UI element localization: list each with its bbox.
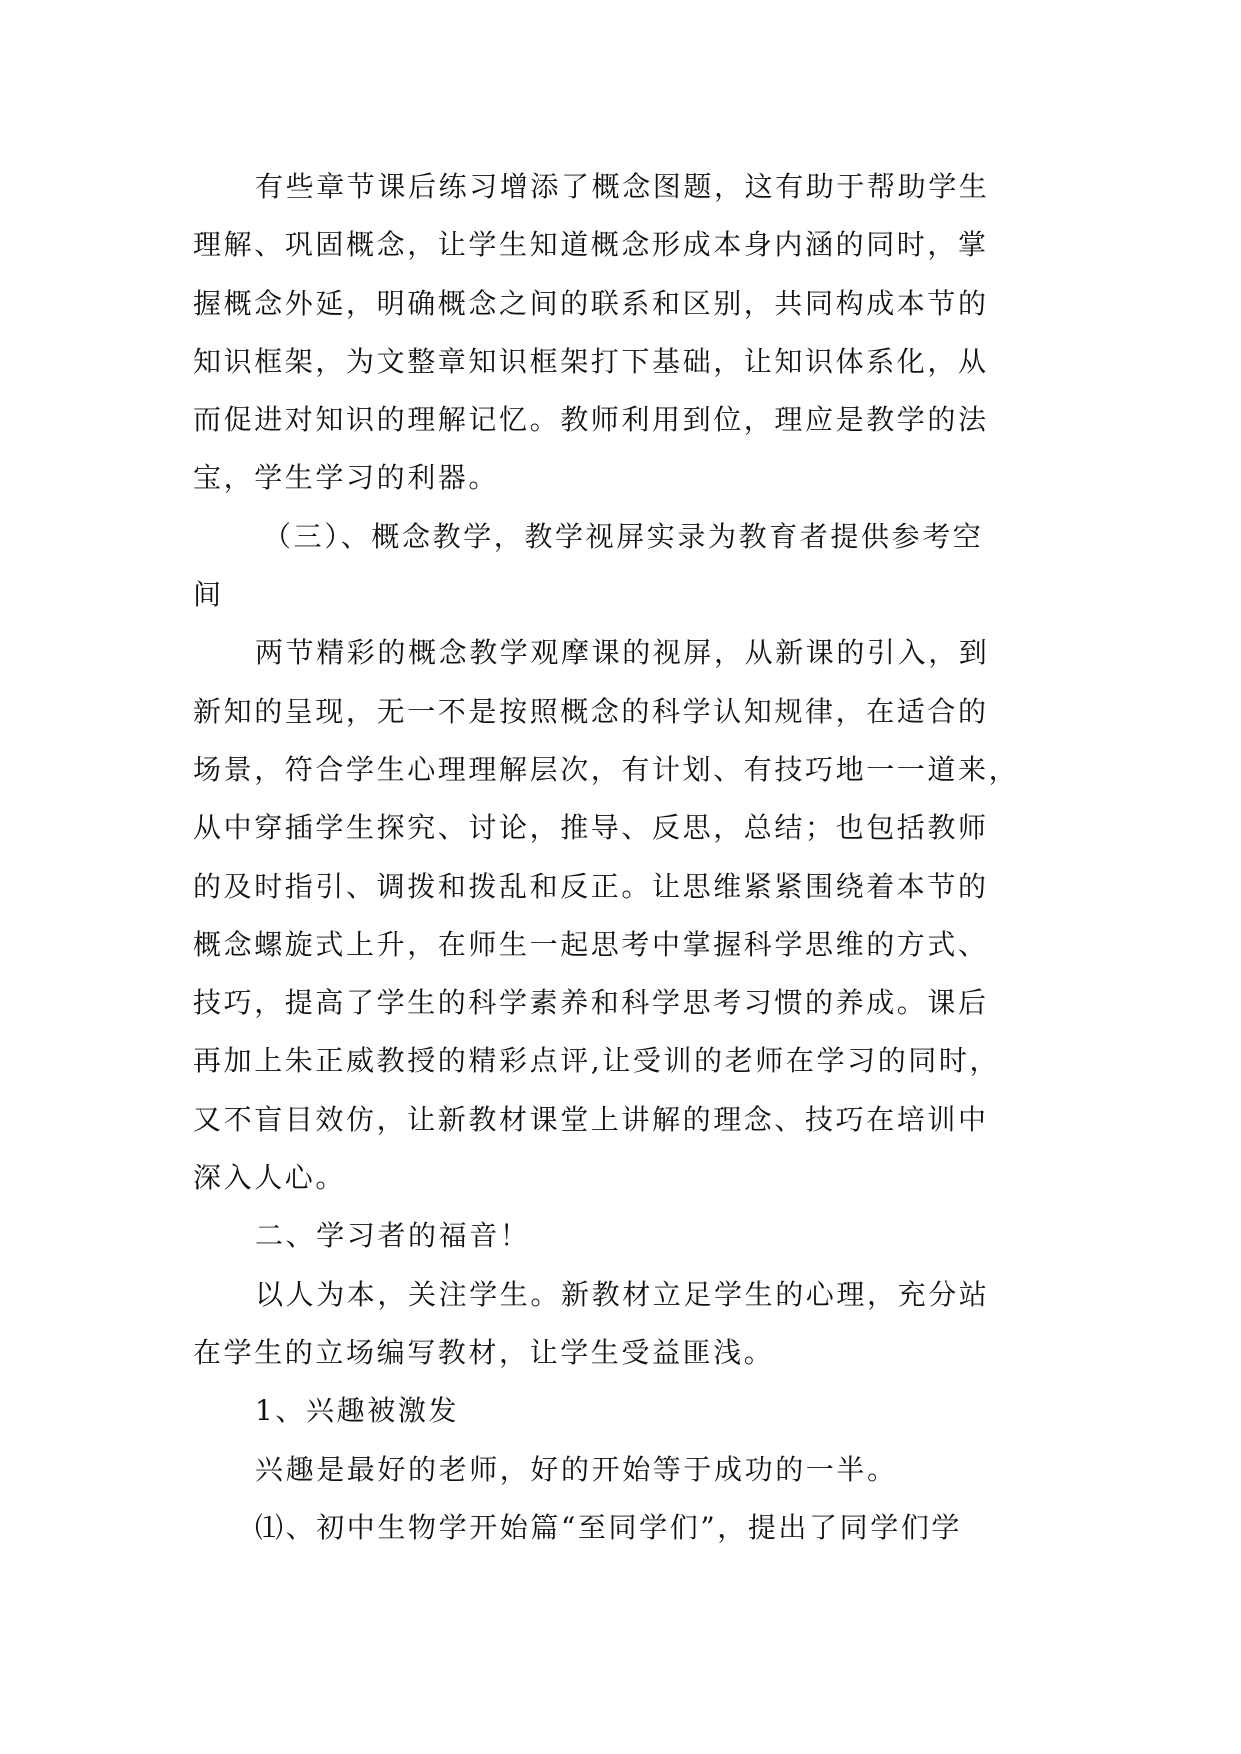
paragraph-line: ⑴、初中生物学开始篇“至同学们”，提出了同学们学 (255, 1510, 963, 1544)
paragraph-line: 的及时指引、调拨和拨乱和反正。让思维紧紧围绕着本节的 (193, 869, 989, 903)
paragraph-line: 再加上朱正威教授的精彩点评,让受训的老师在学习的同时， (193, 1044, 1001, 1078)
paragraph-line: 宝，学生学习的利器。 (193, 461, 500, 495)
paragraph-line: 有些章节课后练习增添了概念图题，这有助于帮助学生 (255, 170, 990, 203)
paragraph-line: 新知的呈现，无一不是按照概念的科学认知规律，在适合的 (193, 694, 989, 728)
document-page (193, 158, 1056, 1557)
section-heading: （三）、概念教学，教学视屏实录为教育者提供参考空 (263, 519, 984, 553)
paragraph-line: 从中穿插学生探究、讨论，推导、反思，总结；也包括教师 (193, 811, 989, 845)
paragraph-line: 以人为本，关注学生。新教材立足学生的心理，充分站 (255, 1277, 990, 1311)
paragraph-line: 两节精彩的概念教学观摩课的视屏，从新课的引入，到 (255, 636, 990, 670)
paragraph-line: 理解、巩固概念，让学生知道概念形成本身内涵的同时，掌 (193, 228, 989, 262)
paragraph-line: 概念螺旋式上升，在师生一起思考中掌握科学思维的方式、 (193, 927, 989, 961)
section-heading: 1、兴趣被激发 (255, 1394, 460, 1428)
paragraph-line: 深入人心。 (193, 1161, 347, 1195)
paragraph-line: 兴趣是最好的老师，好的开始等于成功的一半。 (255, 1452, 898, 1486)
section-heading: 二、学习者的福音！ (255, 1219, 531, 1253)
paragraph-line: 技巧，提高了学生的科学素养和科学思考习惯的养成。课后 (193, 986, 989, 1020)
paragraph-line: 又不盲目效仿，让新教材课堂上讲解的理念、技巧在培训中 (193, 1102, 989, 1136)
paragraph-line: 知识框架，为文整章知识框架打下基础，让知识体系化，从 (193, 344, 989, 378)
paragraph-line: 握概念外延，明确概念之间的联系和区别，共同构成本节的 (193, 286, 989, 320)
section-heading: 间 (193, 578, 224, 612)
paragraph-line: 场景，符合学生心理理解层次，有计划、有技巧地一一道来， (193, 752, 1020, 786)
paragraph-line: 在学生的立场编写教材，让学生受益匪浅。 (193, 1335, 775, 1369)
paragraph-line: 而促进对知识的理解记忆。教师利用到位，理应是教学的法 (193, 403, 989, 437)
